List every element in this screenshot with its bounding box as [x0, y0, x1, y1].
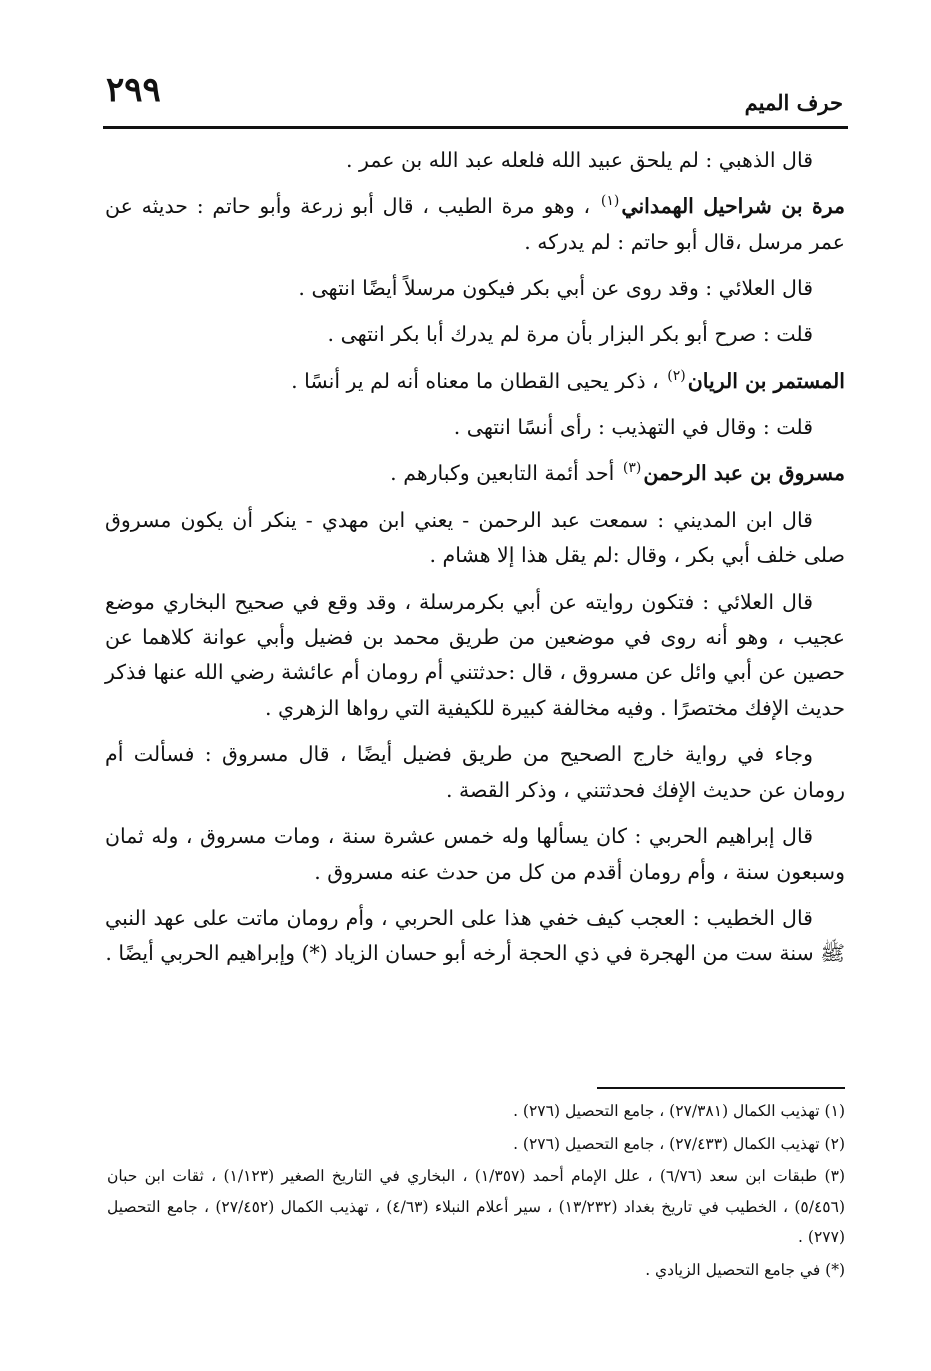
paragraph: [105, 498, 845, 574]
paragraph-text: وجاء في رواية خارج الصحيح من طريق فضيل أيضًا ، قال مسروق : فسألت أم رومان عن حديث الإفك فحدثتني ، وذكر القصة .: [105, 742, 845, 802]
paragraph: [105, 184, 845, 260]
paragraph: [105, 312, 845, 352]
paragraph-text: أحد أئمة التابعين وكبارهم .: [390, 461, 615, 486]
paragraph: [105, 266, 845, 306]
paragraph: [105, 732, 845, 808]
paragraph-text: قال ابن المديني : سمعت عبد الرحمن - يعني ابن مهدي - ينكر أن يكون مسروق صلى خلف أبي بكر ، وقال :لم يقل هذا إلا هشام .: [105, 507, 845, 568]
paragraph-text: ، وهو مرة الطيب ، قال أبو زرعة وأبو حاتم : حديثه عن عمر مرسل ،قال أبو حاتم : لم يدركه .: [105, 194, 845, 254]
paragraph-text: قال العلائي : فتكون روايته عن أبي بكرمرسلة ، وقد وقع في صحيح البخاري موضع عجيب ، وهو أنه روى في موضعين من طريق محمد بن فضيل وأبي عوانة كلاهما عن حصين عن أبي وائل عن مسروق ، قال :حدثتني أم رومان أم عائشة رضي الله عنها فذكر حديث الإفك مختصرًا . وفيه مخالفة كبيرة للكيفية التي رواها الزهري .: [105, 589, 845, 720]
footnote: (٣) طبقات ابن سعد (٦/٧٦) ، علل الإمام أحمد (١/٣٥٧) ، البخاري في التاريخ الصغير (١/١٢٣) ، ثقات ابن حبان (٥/٤٥٦) ، الخطيب في تاريخ بغداد (١٣/٢٣٢) ، سير أعلام النبلاء (٤/٦٣) ، تهذيب الكمال (٢٧/٤٥٢) ، جامع التحصيل (٢٧٧) .: [107, 1167, 845, 1246]
footnote-ref: (٣): [622, 460, 642, 477]
footnote: (١) تهذيب الكمال (٢٧/٣٨١) ، جامع التحصيل (٢٧٦) .: [513, 1102, 845, 1120]
header-rule: [103, 126, 848, 129]
paragraph-text: قلت : وقال في التهذيب : رأى أنسًا انتهى .: [453, 414, 813, 439]
paragraph-text: ، ذكر يحيى القطان ما معناه أنه لم ير أنسًا .: [291, 368, 659, 393]
footnote-separator: [597, 1087, 845, 1089]
footnotes: [107, 1096, 845, 1287]
paragraph: [105, 580, 845, 727]
paragraph-text: قال الخطيب : العجب كيف خفي هذا على الحربي ، وأم رومان ماتت على عهد النبي ﷺ سنة ست من الهجرة في ذي الحجة أرخه أبو حسان الزياد (*) وإبراهيم الحربي أيضًا .: [105, 905, 845, 966]
paragraph: [105, 451, 845, 491]
paragraph-text: قال الذهبي : لم يلحق عبيد الله فلعله عبد الله بن عمر .: [346, 147, 813, 172]
footnote: (٢) تهذيب الكمال (٢٧/٤٣٣) ، جامع التحصيل (٢٧٦) .: [513, 1134, 845, 1153]
entry-heading: مسروق بن عبد الرحمن: [643, 461, 845, 486]
paragraph-text: قال إبراهيم الحربي : كان يسألها وله خمس عشرة سنة ، ومات مسروق ، وله ثمان وسبعون سنة ، وأم رومان أقدم من كل من حدث عنه مسروق .: [105, 824, 845, 884]
paragraph: [105, 814, 845, 890]
entry-heading: المستمر بن الريان: [687, 368, 845, 393]
page-number: ٢٩٩: [106, 70, 161, 110]
paragraph: [105, 896, 845, 972]
paragraph-text: قلت : صرح أبو بكر البزار بأن مرة لم يدرك أبا بكر انتهى .: [327, 322, 813, 347]
running-header-chapter: حرف الميم: [744, 90, 843, 115]
footnote-ref: (٢): [667, 367, 686, 384]
paragraph: [105, 138, 845, 178]
footnote: (*) في جامع التحصيل الزيادي .: [645, 1260, 845, 1279]
footnote-ref: (١): [600, 193, 620, 210]
paragraph: [105, 405, 845, 445]
paragraph-text: قال العلائي : وقد روى عن أبي بكر فيكون مرسلاً أيضًا انتهى .: [298, 275, 813, 300]
main-text: [105, 138, 845, 978]
paragraph: [105, 359, 845, 399]
entry-heading: مرة بن شراحيل الهمداني: [621, 194, 845, 219]
